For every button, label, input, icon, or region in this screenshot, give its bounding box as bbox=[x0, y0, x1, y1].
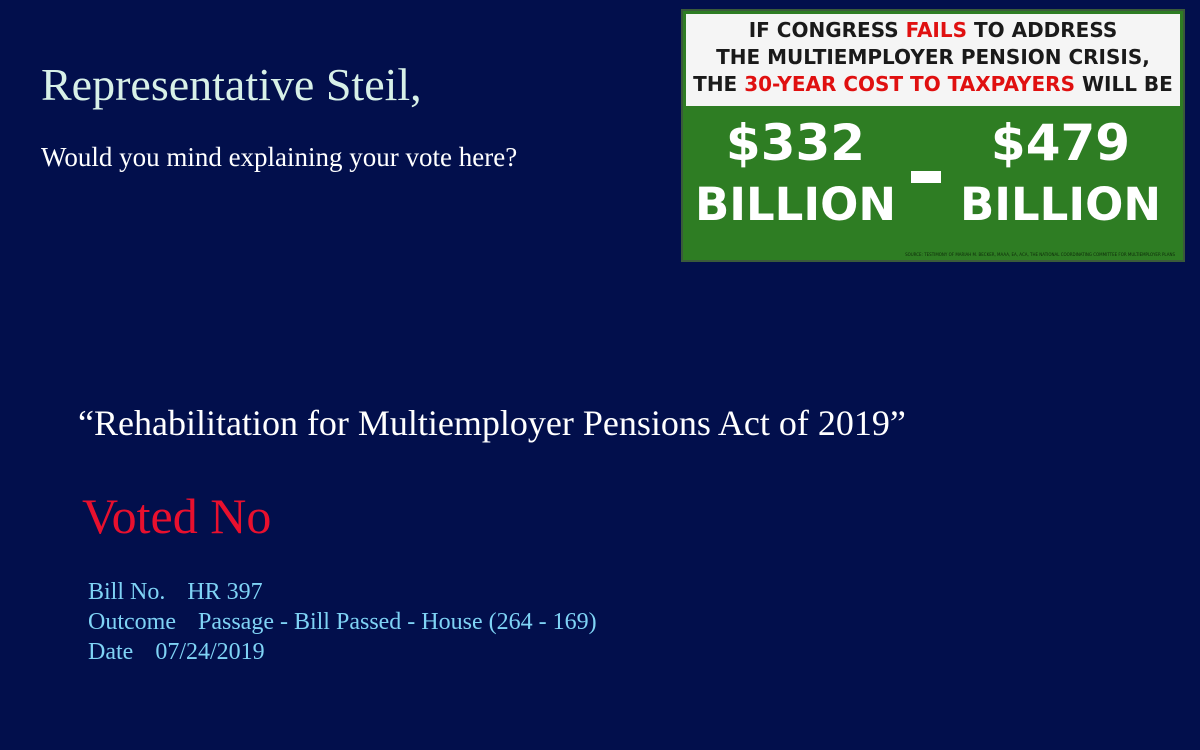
outcome-label: Outcome bbox=[88, 609, 176, 635]
bill-number-label: Bill No. bbox=[88, 579, 166, 605]
infographic-line-2: THE MULTIEMPLOYER PENSION CRISIS, bbox=[716, 45, 1150, 69]
infographic-source: SOURCE: TESTIMONY OF MARIAH M. BECKER, MAAA, EA, ACA, THE NATIONAL COORDINATING COMMITTEE FOR MULTIEMPLOYER PLANS bbox=[905, 252, 1175, 257]
date-label: Date bbox=[88, 639, 134, 665]
infographic-line-1: IF CONGRESS FAILS TO ADDRESS bbox=[748, 18, 1118, 42]
vote-result: Voted No bbox=[82, 488, 272, 544]
pension-cost-infographic bbox=[683, 11, 1183, 260]
date-row bbox=[88, 637, 597, 667]
low-estimate bbox=[693, 113, 898, 237]
low-estimate-amount: $332 bbox=[725, 114, 866, 172]
high-estimate-unit: BILLION bbox=[959, 178, 1162, 231]
date-value: 07/24/2019 bbox=[155, 639, 265, 665]
question-text: Would you mind explaining your vote here? bbox=[41, 142, 518, 172]
act-name: “Rehabilitation for Multiemployer Pensions Act of 2019” bbox=[78, 403, 906, 443]
bill-details bbox=[88, 577, 597, 667]
infographic-header bbox=[686, 14, 1180, 106]
infographic-line-3: THE 30-YEAR COST TO TAXPAYERS WILL BE bbox=[693, 72, 1173, 96]
bill-number-row bbox=[88, 577, 597, 607]
range-dash bbox=[911, 171, 941, 183]
bill-number-value: HR 397 bbox=[187, 579, 263, 605]
low-estimate-unit: BILLION bbox=[694, 178, 897, 231]
high-estimate bbox=[958, 113, 1163, 237]
outcome-value: Passage - Bill Passed - House (264 - 169) bbox=[197, 609, 597, 635]
high-estimate-amount: $479 bbox=[990, 114, 1131, 172]
outcome-row bbox=[88, 607, 597, 637]
headline: Representative Steil, bbox=[41, 59, 422, 110]
